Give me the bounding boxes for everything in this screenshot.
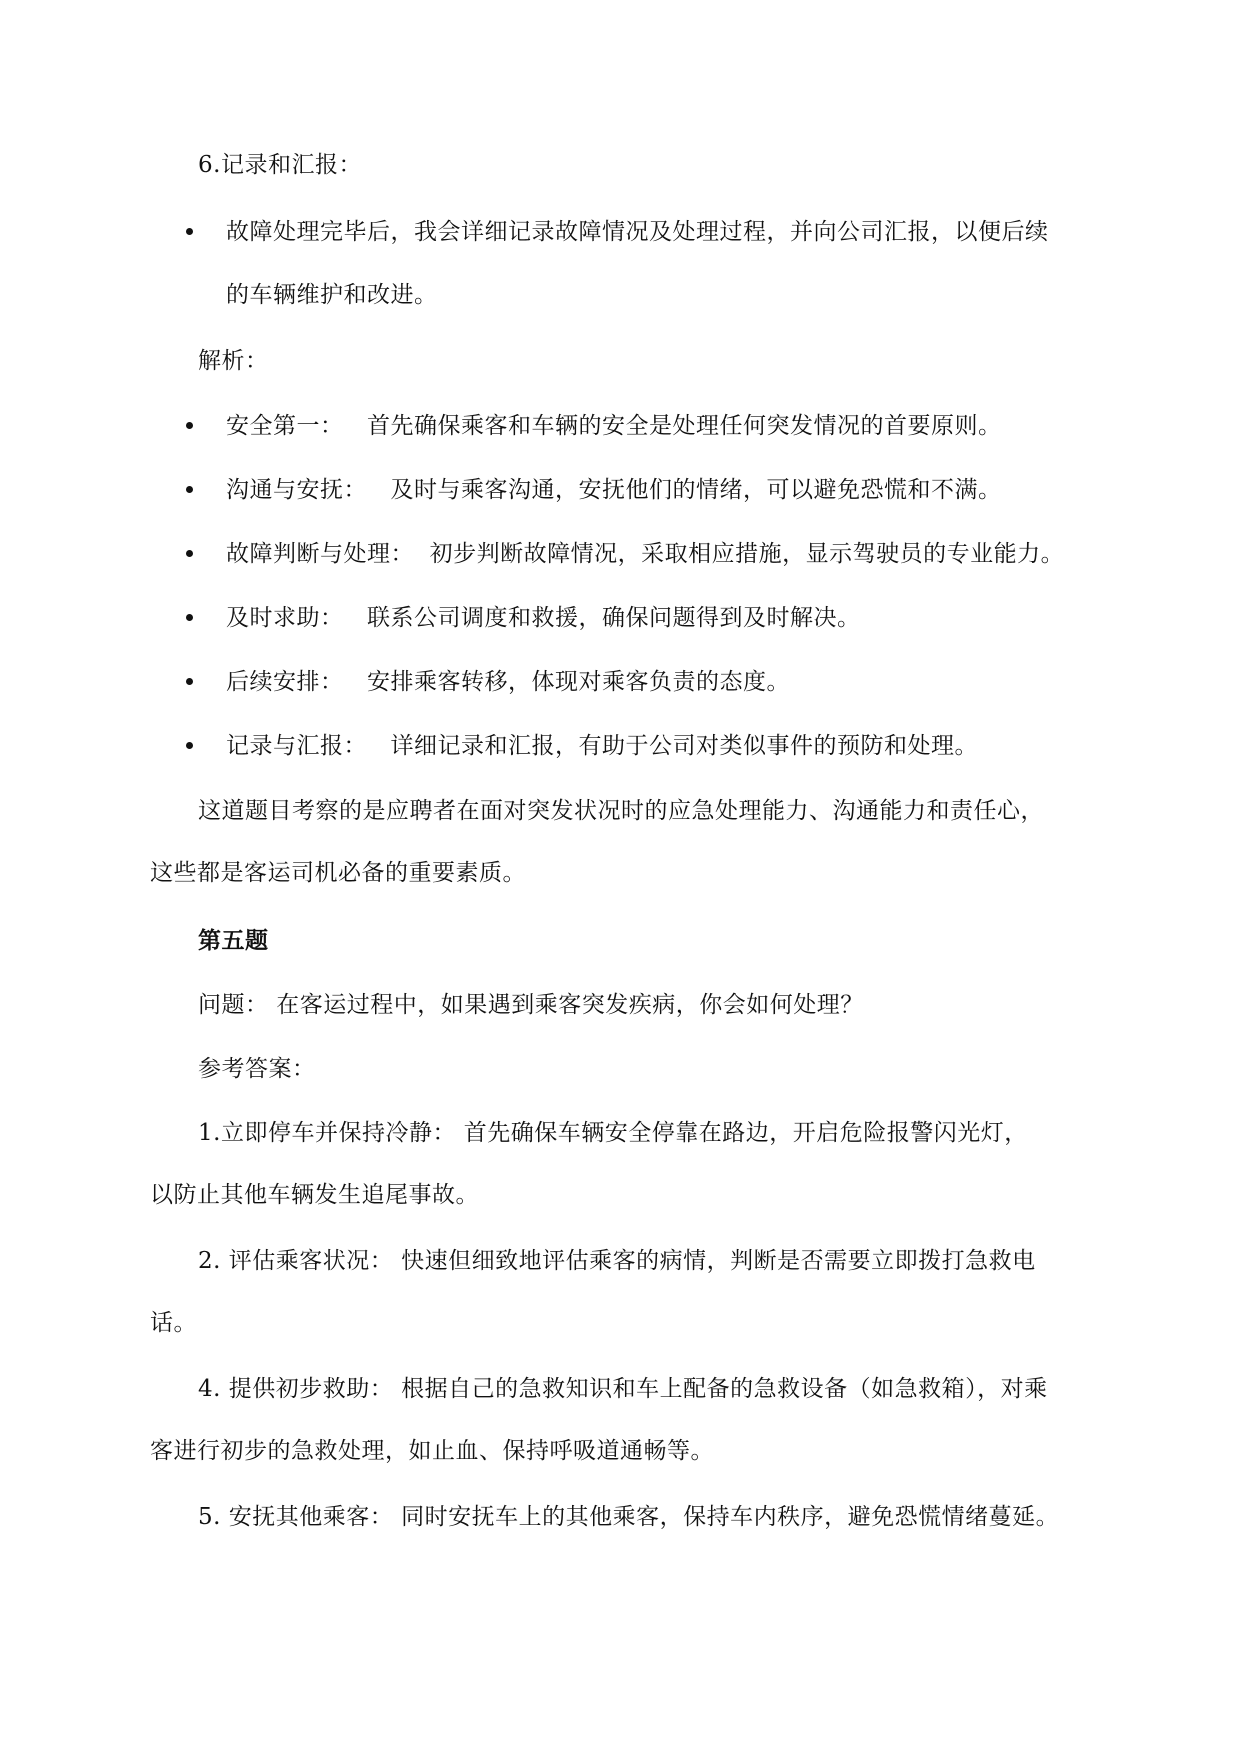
summary-paragraph-continued: 这些都是客运司机必备的重要素质。 xyxy=(150,860,526,886)
question-text: 问题： 在客运过程中，如果遇到乘客突发疾病，你会如何处理？ xyxy=(198,992,864,1018)
analysis-item xyxy=(226,475,1001,505)
bullet-icon xyxy=(186,422,193,429)
analysis-item-text: 初步判断故障情况，采取相应措施，显示驾驶员的专业能力。 xyxy=(429,541,1065,567)
answer-label: 参考答案： xyxy=(198,1056,316,1082)
answer-step-continued: 话。 xyxy=(150,1310,197,1336)
bullet-icon xyxy=(186,614,193,621)
analysis-label: 解析： xyxy=(198,348,269,374)
analysis-item-text: 安排乘客转移，体现对乘客负责的态度。 xyxy=(366,669,790,695)
bullet-text: 故障处理完毕后，我会详细记录故障情况及处理过程，并向公司汇报，以便后续 xyxy=(226,219,1049,245)
analysis-item-term: 故障判断与处理： xyxy=(226,541,414,567)
answer-step: 1.立即停车并保持冷静： 首先确保车辆安全停靠在路边，开启危险报警闪光灯， xyxy=(198,1120,1028,1146)
question-title: 第五题 xyxy=(198,927,269,954)
bullet-icon xyxy=(186,486,193,493)
analysis-item xyxy=(226,539,1064,569)
analysis-item-text: 联系公司调度和救援，确保问题得到及时解决。 xyxy=(366,605,861,631)
analysis-item xyxy=(226,603,860,633)
bullet-icon xyxy=(186,228,193,235)
analysis-item-text: 及时与乘客沟通，安抚他们的情绪，可以避免恐慌和不满。 xyxy=(390,477,1002,503)
bullet-icon xyxy=(186,678,193,685)
bullet-icon xyxy=(186,550,193,557)
bullet-icon xyxy=(186,742,193,749)
answer-step: 4. 提供初步救助： 根据自己的急救知识和车上配备的急救设备（如急救箱），对乘 xyxy=(198,1376,1048,1402)
answer-step: 5. 安抚其他乘客： 同时安抚车上的其他乘客，保持车内秩序，避免恐慌情绪蔓延。 xyxy=(198,1504,1060,1530)
section-heading: 6.记录和汇报： xyxy=(198,152,362,178)
analysis-item xyxy=(226,731,978,761)
bullet-text-continued: 的车辆维护和改进。 xyxy=(226,282,438,308)
analysis-item-text: 详细记录和汇报，有助于公司对类似事件的预防和处理。 xyxy=(390,733,978,759)
analysis-item xyxy=(226,667,790,697)
analysis-item-text: 首先确保乘客和车辆的安全是处理任何突发情况的首要原则。 xyxy=(366,413,1002,439)
analysis-item-term: 记录与汇报： xyxy=(226,733,367,759)
analysis-item-term: 沟通与安抚： xyxy=(226,477,367,503)
analysis-item xyxy=(226,411,1001,441)
analysis-item-term: 及时求助： xyxy=(226,605,344,631)
answer-step: 2. 评估乘客状况： 快速但细致地评估乘客的病情，判断是否需要立即拨打急救电 xyxy=(198,1248,1036,1274)
answer-step-continued: 客进行初步的急救处理，如止血、保持呼吸道通畅等。 xyxy=(150,1438,714,1464)
analysis-item-term: 安全第一： xyxy=(226,413,344,439)
answer-step-continued: 以防止其他车辆发生追尾事故。 xyxy=(150,1182,479,1208)
summary-paragraph: 这道题目考察的是应聘者在面对突发状况时的应急处理能力、沟通能力和责任心， xyxy=(198,798,1044,824)
analysis-item-term: 后续安排： xyxy=(226,669,344,695)
